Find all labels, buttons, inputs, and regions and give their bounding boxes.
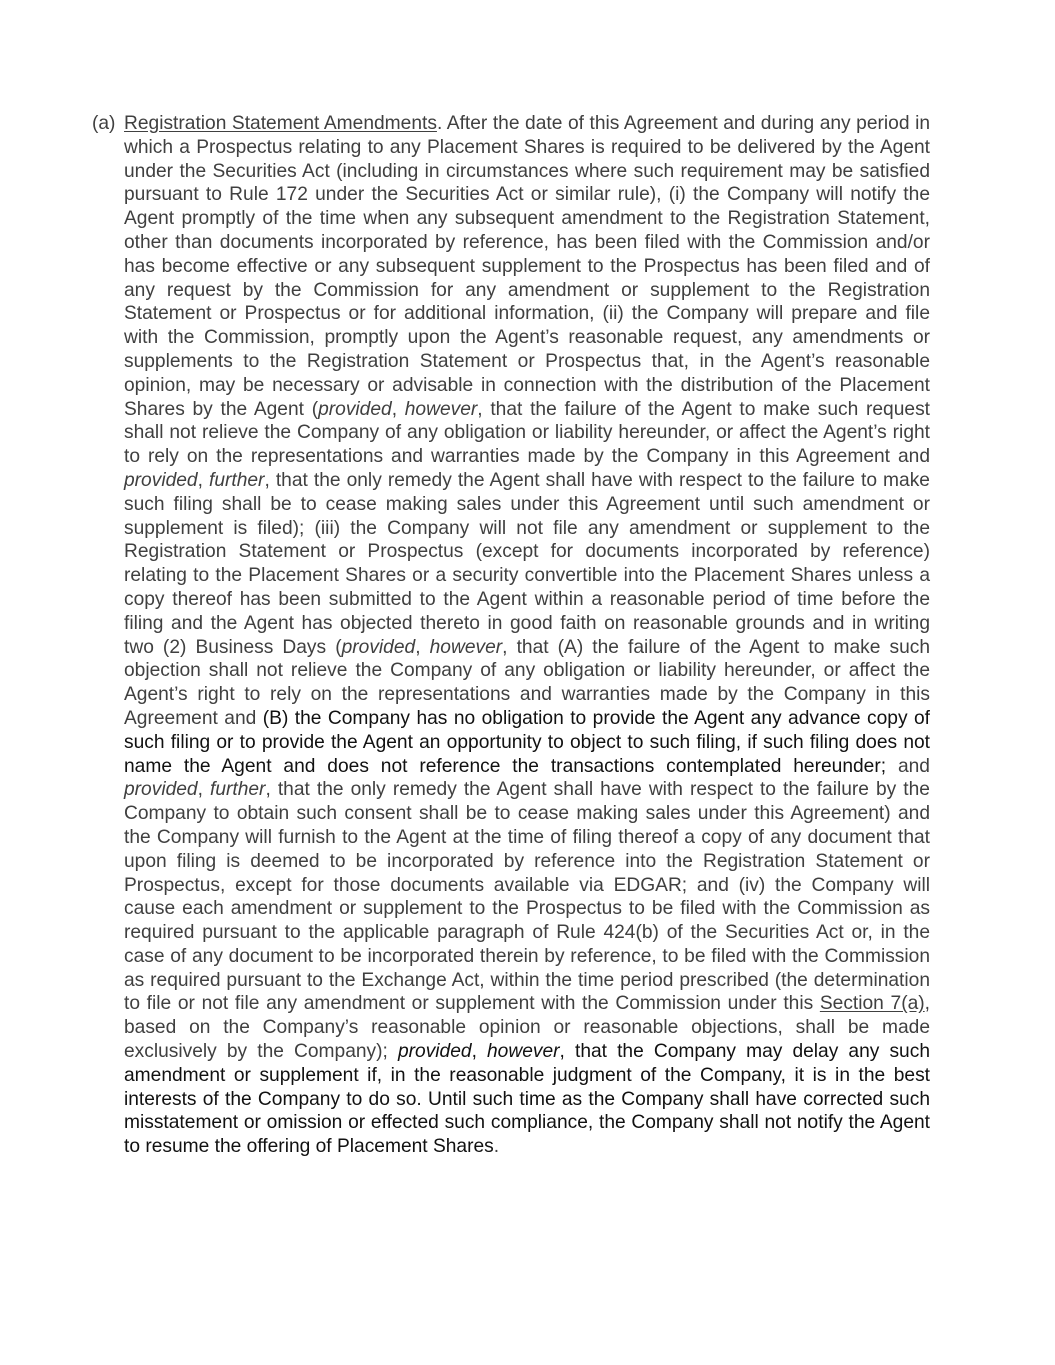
text-run: , that the failure of the Agent to make such request shall not relieve the Company of any obligation or liability hereunder, or affect the Agent’s right to rely on the representations and warranties made by the Company in this Agreement and [124, 398, 930, 468]
italic-term: provided [318, 398, 392, 420]
italic-term: provided [124, 779, 198, 801]
italic-term: provided [341, 636, 416, 658]
italic-term: provided [124, 469, 198, 491]
text-run: , [197, 779, 210, 801]
heading-period: . [436, 113, 443, 134]
text-run: , [391, 398, 405, 420]
text-run: , that the only remedy the Agent shall have with respect to the failure by the Company to obtain such consent shall be to cease making sales under this Agreement) and the Company will furnish to the Agent at the time of filing thereof a copy of any document that upon filing is deemed to be incorporated by reference into the Registration Statement or Prospectus, except for those documents available via EDGAR; and (iv) the Company will cause each amendment or supplement to the Prospectus to be filed with the Commission as required pursuant to the applicable paragraph of Rule 424(b) of the Securities Act or, in the case of any document to be incorporated therein by reference, to be filed with the Commission as required pursuant to the Exchange Act, within the time period prescribed (the determination to file or not file any amendment or supplement with the Commission under this [124, 779, 930, 1015]
inserted-text-run: (B) the Company has no obligation to provide the Agent any advance copy of such filing or to provide the Agent an opportunity to object to such filing, if such filing does not name the Agent and does not reference the transactions contemplated hereunder; [124, 707, 930, 777]
inserted-text-run: , that the Company may delay any such amendment or supplement if, in the reasonable judgment of the Company, it is in the best interests of the Company to do so. Until such time as the Company shall have corrected such misstatement or omission or effected such compliance, the Company shall not notify the Agent to resume the offering of Placement Shares [124, 1041, 930, 1158]
text-run: . [493, 1136, 500, 1158]
clause-heading: Registration Statement Amendments [124, 113, 437, 134]
text-run: , that the only remedy the Agent shall have with respect to the failure to make such filing shall be to cease making sales under this Agreement until such amendment or supplement is filed); (iii) the Company will not file any amendment or supplement to the Registration Statement or Prospectus (except for documents incorporated by reference) relating to the Placement Shares or a security convertible into the Placement Shares unless a copy thereof has been submitted to the Agent within a reasonable period of time before the filing and the Agent has objected thereto in good faith on reasonable grounds and in writing two (2) Business Days ( [124, 469, 930, 658]
text-run: , [197, 469, 209, 491]
clause-body [124, 112, 930, 1159]
text-run: , that (A) the failure of the Agent to make such objection shall not relieve the Company of any obligation or liability hereunder, or affect the Agent’s right to rely on the representations and warranties made by the Company in this Agreement and [124, 636, 930, 729]
italic-term: provided [397, 1041, 472, 1063]
italic-term: further [208, 469, 265, 491]
italic-term: further [209, 779, 266, 801]
section-reference: Section 7(a) [819, 993, 925, 1015]
text-run: After the date of this Agreement and during any period in which a Prospectus relating to any Placement Shares is required to be delivered by the Agent under the Securities Act (including in circumstances where such requirement may be satisfied pursuant to Rule 172 under the Securities Act or similar rule), (i) the Company will notify the Agent promptly of the time when any subsequent amendment to the Registration Statement, other than documents incorporated by reference, has been filed with the Commission and/or has become effective or any subsequent supplement to the Prospectus has been filed and of any request by the Commission for any amendment or supplement to the Registration Statement or Prospectus or for additional information, (ii) the Company will prepare and file with the Commission, promptly upon the Agent’s reasonable request, any amendments or supplements to the Registration Statement or Prospectus that, in the Agent’s reasonable opinion, may be necessary or advisable in connection with the distribution of the Placement Shares by the Agent ( [124, 113, 930, 420]
inserted-text-run: , [471, 1041, 488, 1063]
italic-term: however [487, 1041, 560, 1063]
clause-label: (a) [92, 113, 116, 134]
italic-term: however [404, 398, 478, 420]
italic-term: however [429, 636, 503, 658]
text-run: , based on the Company’s reasonable opinion or reasonable objections, shall be made exclusively by the Company); [124, 993, 930, 1063]
text-run: and [886, 755, 930, 777]
clause-7a [92, 112, 930, 1159]
text-run: , [415, 636, 430, 658]
